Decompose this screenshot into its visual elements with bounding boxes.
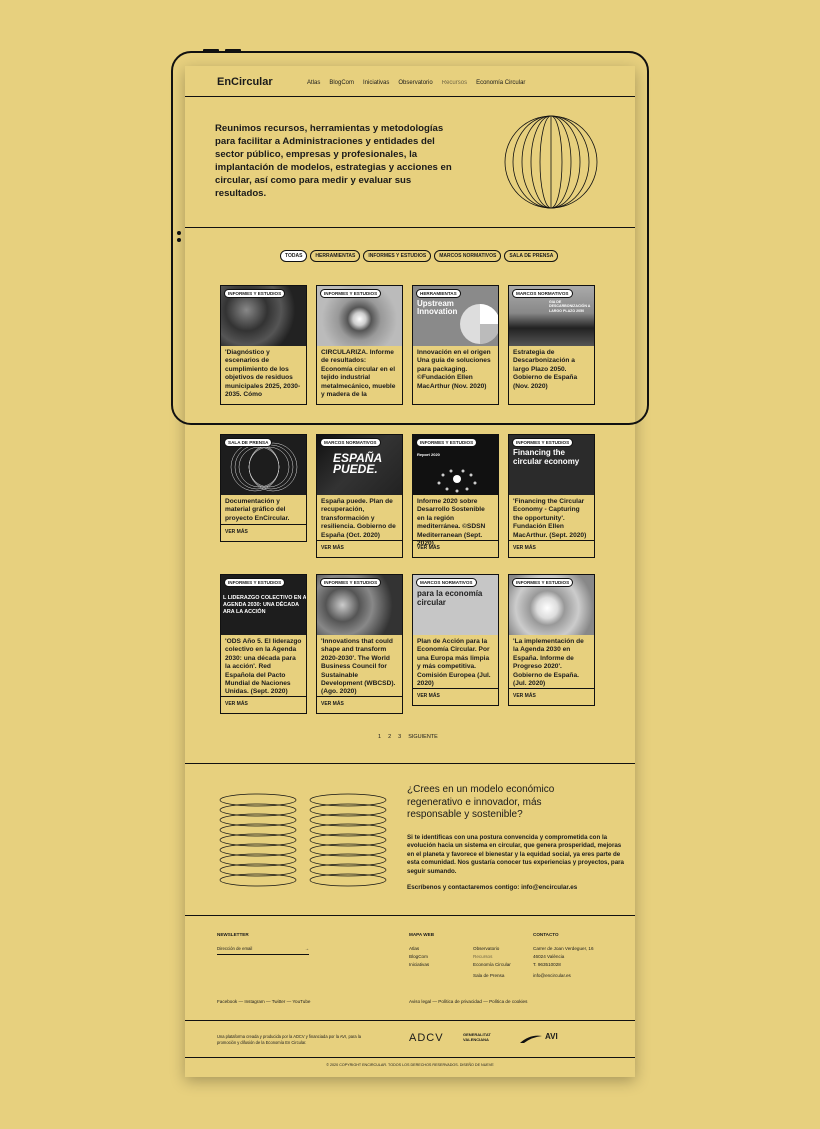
cta-body: Si te identificas con una postura convencida y comprometida con la evolución hacia un sistema en circular, que genera prosperidad, mejoras en el planeta y favorece el bienestar y la equidad social, ya eres parte de esta comunidad. Nos gustaría conocer tus experiencias y proyectos, para seguir sumando. xyxy=(407,834,624,875)
nav-observatorio[interactable]: Observatorio xyxy=(398,80,433,86)
card-thumbnail xyxy=(317,435,402,495)
avi-swoosh-icon xyxy=(520,1034,542,1044)
filter-bar xyxy=(280,250,558,262)
card-thumb-title: para la economía circular xyxy=(417,589,483,607)
globe-icon xyxy=(503,114,599,210)
card-tag: INFORMES Y ESTUDIOS xyxy=(416,438,477,447)
card-title: 'Diagnóstico y escenarios de cumplimiento de los objetivos de residuos municipales 2025, 2030-2035. Cómo xyxy=(225,349,301,399)
email-placeholder: Dirección de email xyxy=(217,946,253,951)
ver-mas-link[interactable]: VER MÁS xyxy=(317,540,402,555)
nav-atlas[interactable]: Atlas xyxy=(307,80,321,86)
filter-informes[interactable]: INFORMES Y ESTUDIOS xyxy=(363,250,431,262)
filter-prensa[interactable]: SALA DE PRENSA xyxy=(504,250,558,262)
nav-recursos[interactable]: Recursos xyxy=(441,80,468,86)
ver-mas-link[interactable]: VER MÁS xyxy=(221,524,306,539)
ver-mas-link[interactable]: VER MÁS xyxy=(509,688,594,703)
card-thumbnail xyxy=(221,435,306,495)
card-thumb-title: ESPAÑA PUEDE. xyxy=(333,451,382,476)
dots-graphic-icon xyxy=(433,463,481,493)
nav-iniciativas[interactable]: Iniciativas xyxy=(363,80,390,86)
mapa-web-label: MAPA WEB xyxy=(409,932,435,937)
card-thumbnail xyxy=(509,435,594,495)
nav-economia-circular[interactable]: Economía Circular xyxy=(476,80,526,86)
site-logo[interactable]: EnCircular xyxy=(217,76,273,88)
card-title: Documentación y material gráfico del proyecto EnCircular. xyxy=(225,498,290,522)
resource-card[interactable] xyxy=(220,574,307,714)
page-2[interactable]: 2 xyxy=(388,734,392,740)
resource-card[interactable] xyxy=(316,434,403,558)
card-tag: MARCOS NORMATIVOS xyxy=(416,578,477,587)
resource-card[interactable] xyxy=(508,574,595,706)
avi-logo: AVI xyxy=(545,1032,558,1041)
tablet-button xyxy=(225,49,241,52)
submit-arrow-icon[interactable]: → xyxy=(304,946,309,951)
filter-herramientas[interactable]: HERRAMIENTAS xyxy=(310,250,360,262)
footer-link-prensa[interactable]: Sala de Prensa xyxy=(473,973,505,978)
card-title: 'Financing the Circular Economy - Capturing the opportunity'. Fundación Ellen MacArthur. (Sept. 2020) xyxy=(513,498,587,539)
web-page xyxy=(185,66,635,1077)
pagination xyxy=(378,734,438,740)
nav-blogcom[interactable]: BlogCom xyxy=(329,80,355,86)
social-links[interactable]: Facebook — Instagram — Twitter — YouTube xyxy=(217,999,311,1004)
resource-card[interactable] xyxy=(316,285,403,405)
legal-links[interactable]: Aviso legal — Política de privacidad — Política de cookies xyxy=(409,999,528,1004)
card-thumb-title: Report 2020 xyxy=(417,452,440,457)
platform-note: Una plataforma creada y producida por la ADCV y financiada por la AVI, para la promoción y difusión de la Economía En Circular. xyxy=(217,1034,361,1045)
ver-mas-link[interactable]: VER MÁS xyxy=(413,540,498,555)
ver-mas-link[interactable]: VER MÁS xyxy=(509,540,594,555)
card-tag: INFORMES Y ESTUDIOS xyxy=(224,578,285,587)
contact-phone: T. 963510028 xyxy=(533,962,561,967)
filter-marcos[interactable]: MARCOS NORMATIVOS xyxy=(434,250,501,262)
footer-link-economia[interactable]: Economía Circular xyxy=(473,962,511,967)
contact-email[interactable]: info@encircular.es xyxy=(533,973,571,978)
card-title: 'ODS Año 5. El liderazgo colectivo en la Agenda 2030: una década para la acción'. Red Española del Pacto Mundial de Naciones Unidas. (Sept. 2020) xyxy=(225,638,302,696)
ver-mas-link[interactable]: VER MÁS xyxy=(317,696,402,711)
resource-card[interactable] xyxy=(412,285,499,405)
filter-todas[interactable]: TODAS xyxy=(280,250,307,262)
card-tag: SALA DE PRENSA xyxy=(224,438,272,447)
site-header xyxy=(185,66,635,97)
card-tag: MARCOS NORMATIVOS xyxy=(512,289,573,298)
card-title: Estrategia de Descarbonización a largo Plazo 2050. Gobierno de España (Nov. 2020) xyxy=(513,349,578,390)
adcv-logo: ADCV xyxy=(409,1032,444,1044)
card-thumb-title: GIA DE DESCARBONIZACIÓN A LARGO PLAZO 2050 xyxy=(549,300,591,313)
footer-link-atlas[interactable]: Atlas xyxy=(409,946,420,951)
card-title: Innovación en el origen Una guía de soluciones para packaging. ©Fundación Ellen MacArthur (Nov. 2020) xyxy=(417,349,491,390)
spring-graphic-icon xyxy=(217,792,299,888)
card-thumbnail xyxy=(317,286,402,346)
card-thumb-title: L LIDERAZGO COLECTIVO EN A AGENDA 2030: UNA DÉCADA ARA LA ACCIÓN xyxy=(223,595,306,615)
divider xyxy=(185,1020,635,1021)
cta-contact[interactable]: Escríbenos y contactaremos contigo: info@encircular.es xyxy=(407,884,578,891)
next-page[interactable]: SIGUIENTE xyxy=(408,734,438,740)
card-title: Plan de Acción para la Economía Circular. Por una Europa más limpia y más competitiva. Comisión Europea (Jul. 2020) xyxy=(417,638,491,688)
resource-card[interactable] xyxy=(412,574,499,706)
resource-card[interactable] xyxy=(508,434,595,558)
card-tag: HERRAMIENTAS xyxy=(416,289,461,298)
card-thumbnail xyxy=(221,286,306,346)
card-tag: MARCOS NORMATIVOS xyxy=(320,438,381,447)
footer-link-observatorio[interactable]: Observatorio xyxy=(473,946,500,951)
resource-card[interactable] xyxy=(508,285,595,405)
tablet-camera-dot xyxy=(177,238,181,242)
generalitat-logo: GENERALITAT VALENCIANA xyxy=(463,1032,491,1042)
ver-mas-link[interactable]: VER MÁS xyxy=(221,696,306,711)
footer-link-iniciativas[interactable]: Iniciativas xyxy=(409,962,430,967)
card-thumb-title: Financing the circular economy xyxy=(513,448,580,466)
card-tag: INFORMES Y ESTUDIOS xyxy=(224,289,285,298)
resource-card[interactable] xyxy=(316,574,403,714)
main-nav xyxy=(307,80,525,86)
cta-title: ¿Crees en un modelo económico regenerativo e innovador, más responsable y sostenible? xyxy=(407,784,555,820)
hero-text: Reunimos recursos, herramientas y metodologías para facilitar a Administraciones y entidades del sector público, empresas y profesionales, la implantación de modelos, estrategias y acciones en circular, así como para medir y evaluar sus resultados. xyxy=(215,123,452,199)
card-title: 'La implementación de la Agenda 2030 en España. Informe de Progreso 2020'. Gobierno de España. (Jul. 2020) xyxy=(513,638,584,688)
card-title: Informe 2020 sobre Desarrollo Sostenible en la región mediterránea. ©SDSN Mediterranean (Sept. 2020) xyxy=(417,498,486,548)
card-title: España puede. Plan de recuperación, transformación y resiliencia. Gobierno de España (Oct. 2020) xyxy=(321,498,396,539)
ver-mas-link[interactable]: VER MÁS xyxy=(413,688,498,703)
card-tag: INFORMES Y ESTUDIOS xyxy=(512,438,573,447)
card-thumbnail xyxy=(509,575,594,635)
contacto-label: CONTACTO xyxy=(533,932,559,937)
card-thumbnail xyxy=(221,575,306,635)
divider xyxy=(185,763,635,764)
copyright: © 2020 COPYRIGHT ENCIRCULAR. TODOS LOS DERECHOS RESERVADOS. DISEÑO DE NUEVE xyxy=(326,1063,494,1067)
card-tag: INFORMES Y ESTUDIOS xyxy=(320,578,381,587)
card-thumbnail xyxy=(413,286,498,346)
page-1[interactable]: 1 xyxy=(378,734,382,740)
contact-address: Carrer de Joan Verdeguer, 16 xyxy=(533,946,594,951)
card-tag: INFORMES Y ESTUDIOS xyxy=(320,289,381,298)
divider xyxy=(185,227,635,228)
divider xyxy=(185,1057,635,1058)
resource-card[interactable] xyxy=(220,434,307,542)
card-tag: INFORMES Y ESTUDIOS xyxy=(512,578,573,587)
tablet-camera-dot xyxy=(177,231,181,235)
card-thumbnail xyxy=(413,435,498,495)
resource-card[interactable] xyxy=(412,434,499,558)
newsletter-label: NEWSLETTER xyxy=(217,932,249,937)
newsletter-email-input[interactable] xyxy=(217,946,309,955)
resource-card[interactable] xyxy=(220,285,307,405)
footer-link-blogcom[interactable]: BlogCom xyxy=(409,954,428,959)
card-thumbnail xyxy=(413,575,498,635)
card-title: CIRCULARIZA. Informe de resultados: Economía circular en el tejido industrial metalmecánico, mueble y madera de la xyxy=(321,349,396,399)
card-thumb-title: Upstream Innovation xyxy=(417,299,458,316)
card-title: 'Innovations that could shape and transform 2020-2030'. The World Business Council for Sustainable Development (WBCSD). (Ago. 2020) xyxy=(321,638,396,696)
footer-link-recursos[interactable]: Recursos xyxy=(473,954,493,959)
contact-city: 46024 València xyxy=(533,954,565,959)
spring-graphic-icon xyxy=(307,792,389,888)
divider xyxy=(185,915,635,916)
card-thumbnail xyxy=(509,286,594,346)
page-3[interactable]: 3 xyxy=(398,734,402,740)
card-thumbnail xyxy=(317,575,402,635)
tablet-button xyxy=(203,49,219,52)
